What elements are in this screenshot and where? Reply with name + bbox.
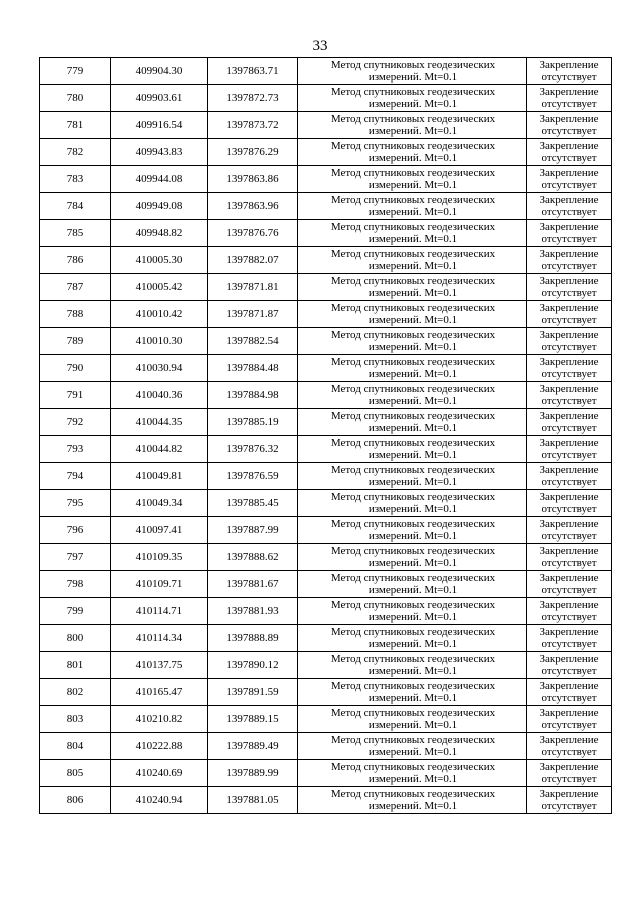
method-text-line1: Метод спутниковых геодезических <box>330 626 496 638</box>
fixing-text-line1: Закрепление <box>539 167 599 179</box>
coordinate-y-cell: 1397888.89 <box>208 625 298 652</box>
coordinate-y-cell: 1397891.59 <box>208 679 298 706</box>
table-row <box>40 301 612 328</box>
table-row <box>40 220 612 247</box>
method-text-line2: измерений. Mt=0.1 <box>368 395 458 407</box>
coordinates-table-body <box>40 58 612 814</box>
coordinate-y-cell: 1397863.96 <box>208 193 298 220</box>
fixing-cell <box>527 85 612 112</box>
method-text-line2: измерений. Mt=0.1 <box>368 800 458 812</box>
method-text-line1: Метод спутниковых геодезических <box>330 734 496 746</box>
method-text-line2: измерений. Mt=0.1 <box>368 368 458 380</box>
fixing-text-line2: отсутствует <box>541 233 597 245</box>
fixing-cell <box>527 166 612 193</box>
method-text-line2: измерений. Mt=0.1 <box>368 584 458 596</box>
method-text-line2: измерений. Mt=0.1 <box>368 449 458 461</box>
method-text-line2: измерений. Mt=0.1 <box>368 314 458 326</box>
point-number-cell: 800 <box>40 625 111 652</box>
coordinate-x-cell: 410005.30 <box>111 247 208 274</box>
table-row <box>40 274 612 301</box>
coordinate-y-cell: 1397872.73 <box>208 85 298 112</box>
method-cell <box>298 166 527 193</box>
coordinate-y-cell: 1397881.05 <box>208 787 298 814</box>
fixing-text-line2: отсутствует <box>541 260 597 272</box>
fixing-text-line2: отсутствует <box>541 665 597 677</box>
table-row <box>40 706 612 733</box>
method-text-line2: измерений. Mt=0.1 <box>368 665 458 677</box>
point-number-cell: 791 <box>40 382 111 409</box>
coordinate-x-cell: 409948.82 <box>111 220 208 247</box>
fixing-text-line1: Закрепление <box>539 572 599 584</box>
point-number-cell: 802 <box>40 679 111 706</box>
coordinate-x-cell: 410114.71 <box>111 598 208 625</box>
point-number-cell: 779 <box>40 58 111 85</box>
fixing-text-line2: отсутствует <box>541 611 597 623</box>
fixing-cell <box>527 571 612 598</box>
point-number-cell: 794 <box>40 463 111 490</box>
fixing-text-line2: отсутствует <box>541 476 597 488</box>
table-row <box>40 571 612 598</box>
method-text-line2: измерений. Mt=0.1 <box>368 206 458 218</box>
table-row <box>40 760 612 787</box>
method-cell <box>298 85 527 112</box>
method-text-line2: измерений. Mt=0.1 <box>368 692 458 704</box>
coordinate-x-cell: 409944.08 <box>111 166 208 193</box>
method-text-line2: измерений. Mt=0.1 <box>368 287 458 299</box>
fixing-cell <box>527 544 612 571</box>
coordinate-y-cell: 1397876.76 <box>208 220 298 247</box>
method-cell <box>298 571 527 598</box>
fixing-cell <box>527 409 612 436</box>
table-row <box>40 787 612 814</box>
coordinate-x-cell: 410030.94 <box>111 355 208 382</box>
table-row <box>40 490 612 517</box>
method-text-line2: измерений. Mt=0.1 <box>368 179 458 191</box>
point-number-cell: 789 <box>40 328 111 355</box>
fixing-cell <box>527 139 612 166</box>
method-text-line1: Метод спутниковых геодезических <box>330 194 496 206</box>
fixing-text-line2: отсутствует <box>541 98 597 110</box>
fixing-text-line2: отсутствует <box>541 800 597 812</box>
table-row <box>40 625 612 652</box>
coordinate-x-cell: 410137.75 <box>111 652 208 679</box>
point-number-cell: 785 <box>40 220 111 247</box>
coordinate-x-cell: 410049.34 <box>111 490 208 517</box>
coordinate-x-cell: 410109.71 <box>111 571 208 598</box>
point-number-cell: 781 <box>40 112 111 139</box>
fixing-text-line1: Закрепление <box>539 383 599 395</box>
fixing-text-line2: отсутствует <box>541 314 597 326</box>
fixing-text-line2: отсутствует <box>541 503 597 515</box>
method-text-line1: Метод спутниковых геодезических <box>330 86 496 98</box>
fixing-text-line2: отсутствует <box>541 152 597 164</box>
point-number-cell: 796 <box>40 517 111 544</box>
table-row <box>40 193 612 220</box>
fixing-text-line2: отсутствует <box>541 368 597 380</box>
point-number-cell: 801 <box>40 652 111 679</box>
coordinate-y-cell: 1397889.15 <box>208 706 298 733</box>
coordinate-x-cell: 410240.69 <box>111 760 208 787</box>
method-text-line1: Метод спутниковых геодезических <box>330 464 496 476</box>
point-number-cell: 799 <box>40 598 111 625</box>
method-text-line2: измерений. Mt=0.1 <box>368 746 458 758</box>
fixing-cell <box>527 463 612 490</box>
fixing-text-line2: отсутствует <box>541 449 597 461</box>
coordinate-x-cell: 410097.41 <box>111 517 208 544</box>
fixing-text-line2: отсутствует <box>541 125 597 137</box>
method-text-line1: Метод спутниковых геодезических <box>330 761 496 773</box>
page-number: 33 <box>312 38 328 54</box>
method-text-line1: Метод спутниковых геодезических <box>330 221 496 233</box>
fixing-text-line2: отсутствует <box>541 530 597 542</box>
point-number-cell: 783 <box>40 166 111 193</box>
coordinate-x-cell: 410010.30 <box>111 328 208 355</box>
method-text-line1: Метод спутниковых геодезических <box>330 59 496 71</box>
fixing-text-line1: Закрепление <box>539 113 599 125</box>
coordinate-x-cell: 410010.42 <box>111 301 208 328</box>
coordinate-y-cell: 1397876.32 <box>208 436 298 463</box>
method-text-line1: Метод спутниковых геодезических <box>330 437 496 449</box>
fixing-cell <box>527 247 612 274</box>
method-cell <box>298 517 527 544</box>
point-number-cell: 803 <box>40 706 111 733</box>
table-row <box>40 139 612 166</box>
method-text-line1: Метод спутниковых геодезических <box>330 518 496 530</box>
fixing-text-line2: отсутствует <box>541 746 597 758</box>
table-row <box>40 112 612 139</box>
fixing-text-line1: Закрепление <box>539 788 599 800</box>
fixing-cell <box>527 733 612 760</box>
method-cell <box>298 193 527 220</box>
method-cell <box>298 625 527 652</box>
point-number-cell: 792 <box>40 409 111 436</box>
coordinate-y-cell: 1397885.45 <box>208 490 298 517</box>
method-text-line2: измерений. Mt=0.1 <box>368 503 458 515</box>
table-row <box>40 58 612 85</box>
fixing-cell <box>527 787 612 814</box>
fixing-cell <box>527 112 612 139</box>
table-row <box>40 517 612 544</box>
point-number-cell: 786 <box>40 247 111 274</box>
fixing-cell <box>527 490 612 517</box>
fixing-text-line1: Закрепление <box>539 734 599 746</box>
method-cell <box>298 787 527 814</box>
method-text-line2: измерений. Mt=0.1 <box>368 611 458 623</box>
fixing-cell <box>527 193 612 220</box>
fixing-text-line1: Закрепление <box>539 140 599 152</box>
fixing-text-line2: отсутствует <box>541 206 597 218</box>
fixing-text-line2: отсутствует <box>541 638 597 650</box>
fixing-text-line2: отсутствует <box>541 287 597 299</box>
coordinate-y-cell: 1397884.48 <box>208 355 298 382</box>
coordinate-y-cell: 1397871.81 <box>208 274 298 301</box>
method-cell <box>298 733 527 760</box>
fixing-cell <box>527 760 612 787</box>
fixing-text-line2: отсутствует <box>541 773 597 785</box>
point-number-cell: 805 <box>40 760 111 787</box>
method-text-line1: Метод спутниковых геодезических <box>330 788 496 800</box>
fixing-cell <box>527 355 612 382</box>
method-cell <box>298 760 527 787</box>
method-text-line2: измерений. Mt=0.1 <box>368 260 458 272</box>
fixing-cell <box>527 652 612 679</box>
method-text-line1: Метод спутниковых геодезических <box>330 599 496 611</box>
method-cell <box>298 112 527 139</box>
fixing-text-line1: Закрепление <box>539 707 599 719</box>
fixing-cell <box>527 382 612 409</box>
coordinate-x-cell: 410005.42 <box>111 274 208 301</box>
coordinate-y-cell: 1397889.99 <box>208 760 298 787</box>
coordinate-x-cell: 410210.82 <box>111 706 208 733</box>
coordinate-x-cell: 409903.61 <box>111 85 208 112</box>
coordinate-x-cell: 409943.83 <box>111 139 208 166</box>
method-cell <box>298 490 527 517</box>
fixing-cell <box>527 598 612 625</box>
fixing-text-line1: Закрепление <box>539 491 599 503</box>
table-row <box>40 544 612 571</box>
fixing-text-line1: Закрепление <box>539 545 599 557</box>
fixing-text-line2: отсутствует <box>541 341 597 353</box>
point-number-cell: 798 <box>40 571 111 598</box>
fixing-text-line1: Закрепление <box>539 761 599 773</box>
point-number-cell: 788 <box>40 301 111 328</box>
fixing-text-line1: Закрепление <box>539 86 599 98</box>
fixing-text-line1: Закрепление <box>539 275 599 287</box>
method-cell <box>298 247 527 274</box>
fixing-cell <box>527 301 612 328</box>
coordinate-x-cell: 409916.54 <box>111 112 208 139</box>
fixing-text-line1: Закрепление <box>539 626 599 638</box>
method-cell <box>298 220 527 247</box>
method-text-line1: Метод спутниковых геодезических <box>330 491 496 503</box>
method-text-line2: измерений. Mt=0.1 <box>368 530 458 542</box>
coordinate-x-cell: 410049.81 <box>111 463 208 490</box>
method-text-line2: измерений. Mt=0.1 <box>368 557 458 569</box>
fixing-text-line2: отсутствует <box>541 584 597 596</box>
method-cell <box>298 58 527 85</box>
method-cell <box>298 328 527 355</box>
method-text-line1: Метод спутниковых геодезических <box>330 653 496 665</box>
method-cell <box>298 409 527 436</box>
method-text-line2: измерений. Mt=0.1 <box>368 719 458 731</box>
method-text-line2: измерений. Mt=0.1 <box>368 341 458 353</box>
table-row <box>40 247 612 274</box>
fixing-text-line1: Закрепление <box>539 194 599 206</box>
fixing-cell <box>527 274 612 301</box>
fixing-text-line1: Закрепление <box>539 410 599 422</box>
coordinate-y-cell: 1397863.86 <box>208 166 298 193</box>
table-row <box>40 409 612 436</box>
table-row <box>40 328 612 355</box>
coordinate-y-cell: 1397882.54 <box>208 328 298 355</box>
coordinate-x-cell: 410165.47 <box>111 679 208 706</box>
fixing-cell <box>527 328 612 355</box>
coordinate-y-cell: 1397881.93 <box>208 598 298 625</box>
method-text-line1: Метод спутниковых геодезических <box>330 572 496 584</box>
fixing-text-line1: Закрепление <box>539 680 599 692</box>
method-cell <box>298 706 527 733</box>
table-row <box>40 733 612 760</box>
coordinate-y-cell: 1397885.19 <box>208 409 298 436</box>
fixing-text-line1: Закрепление <box>539 59 599 71</box>
method-text-line2: измерений. Mt=0.1 <box>368 152 458 164</box>
fixing-text-line2: отсутствует <box>541 71 597 83</box>
coordinate-y-cell: 1397873.72 <box>208 112 298 139</box>
method-text-line1: Метод спутниковых геодезических <box>330 545 496 557</box>
point-number-cell: 787 <box>40 274 111 301</box>
fixing-cell <box>527 679 612 706</box>
coordinate-x-cell: 410044.35 <box>111 409 208 436</box>
fixing-cell <box>527 625 612 652</box>
method-text-line1: Метод спутниковых геодезических <box>330 302 496 314</box>
fixing-text-line1: Закрепление <box>539 653 599 665</box>
method-text-line1: Метод спутниковых геодезических <box>330 680 496 692</box>
method-text-line1: Метод спутниковых геодезических <box>330 329 496 341</box>
method-text-line1: Метод спутниковых геодезических <box>330 707 496 719</box>
fixing-text-line1: Закрепление <box>539 329 599 341</box>
point-number-cell: 797 <box>40 544 111 571</box>
method-cell <box>298 652 527 679</box>
method-text-line1: Метод спутниковых геодезических <box>330 140 496 152</box>
method-text-line2: измерений. Mt=0.1 <box>368 773 458 785</box>
coordinate-y-cell: 1397889.49 <box>208 733 298 760</box>
method-text-line2: измерений. Mt=0.1 <box>368 98 458 110</box>
point-number-cell: 782 <box>40 139 111 166</box>
coordinate-x-cell: 410114.34 <box>111 625 208 652</box>
coordinate-y-cell: 1397881.67 <box>208 571 298 598</box>
table-row <box>40 652 612 679</box>
method-cell <box>298 544 527 571</box>
coordinate-y-cell: 1397876.59 <box>208 463 298 490</box>
table-row <box>40 679 612 706</box>
coordinate-x-cell: 409949.08 <box>111 193 208 220</box>
fixing-text-line2: отсутствует <box>541 719 597 731</box>
method-text-line2: измерений. Mt=0.1 <box>368 125 458 137</box>
coordinate-y-cell: 1397876.29 <box>208 139 298 166</box>
coordinate-x-cell: 410044.82 <box>111 436 208 463</box>
coordinate-x-cell: 410222.88 <box>111 733 208 760</box>
fixing-text-line2: отсутствует <box>541 422 597 434</box>
coordinate-x-cell: 409904.30 <box>111 58 208 85</box>
coordinate-x-cell: 410040.36 <box>111 382 208 409</box>
table-row <box>40 85 612 112</box>
method-cell <box>298 355 527 382</box>
method-text-line1: Метод спутниковых геодезических <box>330 275 496 287</box>
coordinate-y-cell: 1397884.98 <box>208 382 298 409</box>
fixing-text-line1: Закрепление <box>539 437 599 449</box>
method-cell <box>298 463 527 490</box>
method-cell <box>298 274 527 301</box>
method-text-line1: Метод спутниковых геодезических <box>330 383 496 395</box>
fixing-text-line1: Закрепление <box>539 356 599 368</box>
point-number-cell: 784 <box>40 193 111 220</box>
table-row <box>40 598 612 625</box>
fixing-text-line1: Закрепление <box>539 221 599 233</box>
fixing-text-line1: Закрепление <box>539 248 599 260</box>
coordinate-x-cell: 410240.94 <box>111 787 208 814</box>
fixing-text-line2: отсутствует <box>541 179 597 191</box>
coordinates-table <box>39 57 612 814</box>
table-row <box>40 463 612 490</box>
method-text-line2: измерений. Mt=0.1 <box>368 476 458 488</box>
method-text-line2: измерений. Mt=0.1 <box>368 71 458 83</box>
fixing-text-line2: отсутствует <box>541 557 597 569</box>
coordinate-y-cell: 1397882.07 <box>208 247 298 274</box>
method-text-line1: Метод спутниковых геодезических <box>330 248 496 260</box>
fixing-text-line2: отсутствует <box>541 692 597 704</box>
method-text-line1: Метод спутниковых геодезических <box>330 356 496 368</box>
coordinate-x-cell: 410109.35 <box>111 544 208 571</box>
point-number-cell: 806 <box>40 787 111 814</box>
method-cell <box>298 436 527 463</box>
coordinate-y-cell: 1397888.62 <box>208 544 298 571</box>
fixing-cell <box>527 436 612 463</box>
method-cell <box>298 139 527 166</box>
fixing-cell <box>527 220 612 247</box>
coordinate-y-cell: 1397890.12 <box>208 652 298 679</box>
method-text-line2: измерений. Mt=0.1 <box>368 422 458 434</box>
fixing-cell <box>527 58 612 85</box>
table-row <box>40 166 612 193</box>
method-text-line2: измерений. Mt=0.1 <box>368 638 458 650</box>
coordinate-y-cell: 1397863.71 <box>208 58 298 85</box>
method-text-line1: Метод спутниковых геодезических <box>330 113 496 125</box>
fixing-cell <box>527 517 612 544</box>
coordinate-y-cell: 1397887.99 <box>208 517 298 544</box>
method-cell <box>298 382 527 409</box>
fixing-text-line1: Закрепление <box>539 599 599 611</box>
fixing-text-line1: Закрепление <box>539 464 599 476</box>
method-cell <box>298 679 527 706</box>
fixing-text-line2: отсутствует <box>541 395 597 407</box>
fixing-text-line1: Закрепление <box>539 302 599 314</box>
point-number-cell: 795 <box>40 490 111 517</box>
table-row <box>40 382 612 409</box>
fixing-text-line1: Закрепление <box>539 518 599 530</box>
point-number-cell: 804 <box>40 733 111 760</box>
method-cell <box>298 598 527 625</box>
table-row <box>40 436 612 463</box>
table-row <box>40 355 612 382</box>
method-text-line2: измерений. Mt=0.1 <box>368 233 458 245</box>
method-cell <box>298 301 527 328</box>
coordinate-y-cell: 1397871.87 <box>208 301 298 328</box>
fixing-cell <box>527 706 612 733</box>
method-text-line1: Метод спутниковых геодезических <box>330 410 496 422</box>
point-number-cell: 790 <box>40 355 111 382</box>
method-text-line1: Метод спутниковых геодезических <box>330 167 496 179</box>
point-number-cell: 780 <box>40 85 111 112</box>
point-number-cell: 793 <box>40 436 111 463</box>
